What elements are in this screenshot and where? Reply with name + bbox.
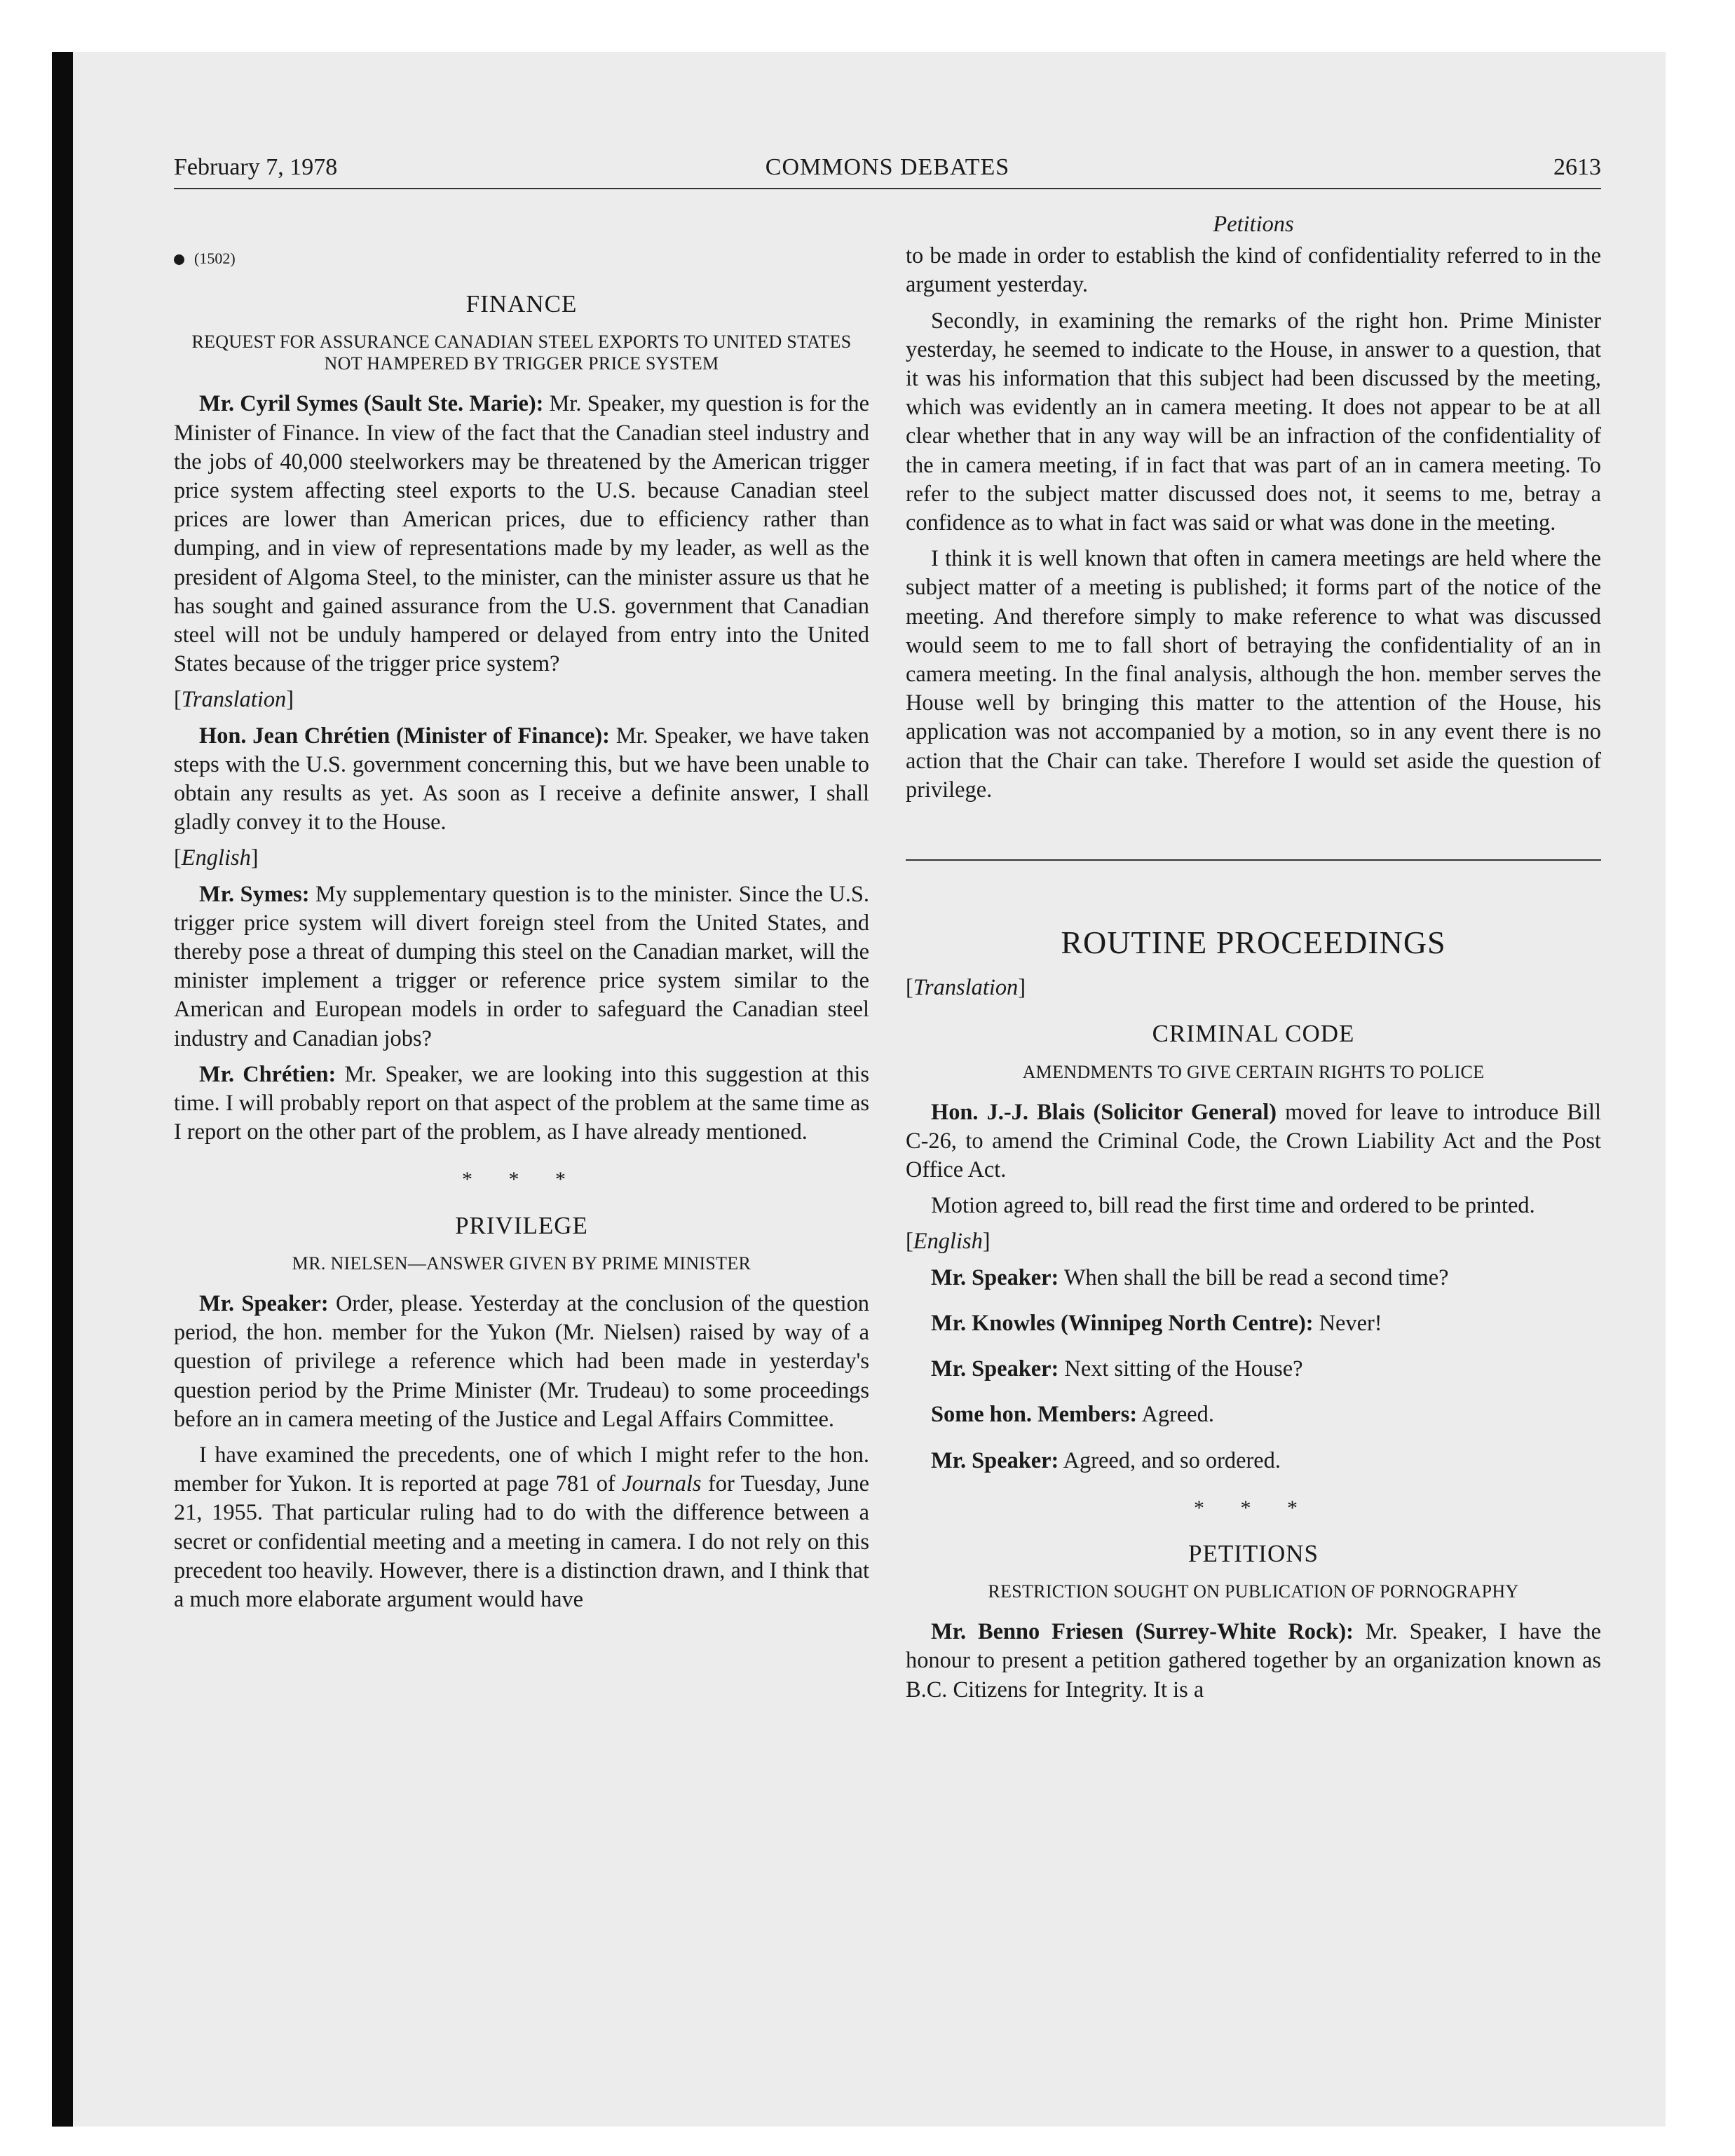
speech-text: Next sitting of the House? xyxy=(1059,1356,1303,1382)
language-label: Translation xyxy=(913,975,1019,1001)
speaker-name: Mr. Cyril Symes (Sault Ste. Marie): xyxy=(199,391,544,417)
speaker-name: Mr. Speaker: xyxy=(931,1447,1059,1473)
speech-text: Mr. Speaker, we have taken steps with the U.S. government concerning this, but we have been unable to obtain any results as yet. As soon as I receive a definite answer, I shall gladly convey it to the House. xyxy=(174,723,869,835)
section-separator: * * * xyxy=(462,1168,581,1192)
left-column xyxy=(174,210,869,1621)
speech-text: Mr. Speaker, I have the honour to present a petition gathered together by an organization known as B.C. Citizens for Integrity. It is a xyxy=(906,1619,1601,1703)
speech-text: Agreed, and so ordered. xyxy=(1059,1447,1281,1473)
speech-text: for Tuesday, June 21, 1955. That particular ruling had to do with the difference between a secret or confidential meeting and a meeting in camera. I do not rely on this precedent too heavily. However, there is a distinction drawn, and I think that a much more elaborate argument would have xyxy=(174,1471,870,1612)
bracket: ] xyxy=(982,1229,991,1255)
speaker-name: Mr. Benno Friesen (Surrey-White Rock): xyxy=(931,1619,1354,1645)
bracket: [ xyxy=(906,975,913,1001)
running-head: Petitions xyxy=(1213,212,1294,237)
bracket: ] xyxy=(1018,975,1026,1001)
section-heading-finance: FINANCE xyxy=(465,290,578,318)
speech-text: My supplementary question is to the minister. Since the U.S. trigger price system will divert foreign steel from the United States, and thereby pose a threat of dumping this steel on the Canadian market, will the minister implement a trigger or reference price system similar to the American and European models in order to safeguard the Canadian steel industry and Canadian jobs? xyxy=(174,881,869,1051)
language-note xyxy=(906,1227,1601,1256)
language-note xyxy=(174,685,869,714)
speaker-name: Mr. Speaker: xyxy=(931,1264,1059,1290)
time-marker-text: (1502) xyxy=(194,250,236,267)
speaker-name: Mr. Symes: xyxy=(199,881,310,907)
paragraph-friesen-petition xyxy=(906,1618,1601,1705)
language-label: English xyxy=(913,1229,983,1255)
paragraph-blais-motion xyxy=(906,1098,1601,1185)
speaker-name: Some hon. Members: xyxy=(931,1402,1138,1428)
paragraph-exchange xyxy=(906,1355,1601,1384)
paragraph-chretien-reply xyxy=(174,1060,869,1147)
bracket: ] xyxy=(286,687,294,713)
bracket: [ xyxy=(174,687,182,713)
bracket: ] xyxy=(250,845,259,871)
paragraph-secondly: Secondly, in examining the remarks of the right hon. Prime Minister yesterday, he seemed to indicate to the House, in answer to a question, that it was his information that this subject had been discussed by the meeting, which was evidently an in camera meeting. It does not appear to be at all clear whether that in any way will be an infraction of the confidentiality of the in camera meeting, if in fact that was part of an in camera meeting. To refer to the subject matter discussed does not, it seems to me, betray a confidence as to what in fact was said or what was done in the meeting. xyxy=(906,308,1601,536)
section-heading-criminal-code: CRIMINAL CODE xyxy=(1152,1020,1355,1048)
speaker-name: Hon. Jean Chrétien (Minister of Finance): xyxy=(199,723,610,749)
subheading-criminal-code: AMENDMENTS TO GIVE CERTAIN RIGHTS TO POLICE xyxy=(1022,1061,1485,1082)
horizontal-rule xyxy=(906,859,1601,861)
section-heading-routine-proceedings: ROUTINE PROCEEDINGS xyxy=(1061,925,1446,961)
speaker-name: Mr. Speaker: xyxy=(931,1356,1059,1382)
time-marker xyxy=(174,244,869,273)
paragraph-exchange xyxy=(906,1400,1601,1429)
speech-text: Agreed. xyxy=(1137,1402,1214,1428)
subheading-petitions: RESTRICTION SOUGHT ON PUBLICATION OF PORNOGRAPHY xyxy=(988,1581,1519,1602)
paragraph-exchange xyxy=(906,1309,1601,1338)
speech-text: Never! xyxy=(1313,1310,1382,1336)
language-note xyxy=(174,844,869,873)
speech-text: Order, please. Yesterday at the conclusion of the question period, the hon. member for the Yukon (Mr. Nielsen) raised by way of a question of privilege a reference which had been made in yesterday's question period by the Prime Minister (Mr. Trudeau) to some proceedings before an in camera meeting of the Justice and Legal Affairs Committee. xyxy=(174,1290,869,1432)
speech-text: When shall the bill be read a second time? xyxy=(1059,1264,1449,1290)
bullet-icon xyxy=(174,254,184,265)
speaker-name: Mr. Speaker: xyxy=(199,1290,329,1316)
paragraph-motion-agreed: Motion agreed to, bill read the first time and ordered to be printed. xyxy=(931,1193,1535,1219)
section-heading-privilege: PRIVILEGE xyxy=(455,1211,588,1239)
speaker-name: Hon. J.-J. Blais (Solicitor General) xyxy=(931,1099,1277,1125)
page-header xyxy=(174,154,1601,189)
subheading-privilege: MR. NIELSEN—ANSWER GIVEN BY PRIME MINISTER xyxy=(292,1253,751,1274)
paragraph-chretien-answer xyxy=(174,722,869,838)
speaker-name: Mr. Chrétien: xyxy=(199,1061,336,1087)
speech-text: Mr. Speaker, we are looking into this suggestion at this time. I will probably report on that aspect of the problem at the same time as I report on the other part of the problem, as I have already mentioned. xyxy=(174,1061,869,1145)
language-label: Translation xyxy=(181,687,287,713)
bracket: [ xyxy=(174,845,182,871)
speech-text: I have examined the precedents, one of which I might refer to the hon. member for Yukon. It is reported at page 781 of xyxy=(174,1442,869,1497)
paragraph-symes-supplementary xyxy=(174,880,869,1053)
paragraph-exchange xyxy=(906,1264,1601,1292)
section-heading-petitions: PETITIONS xyxy=(1188,1539,1319,1567)
speaker-name: Mr. Knowles (Winnipeg North Centre): xyxy=(931,1310,1314,1336)
right-column xyxy=(906,210,1601,1712)
language-note xyxy=(906,974,1601,1002)
header-date: February 7, 1978 xyxy=(174,154,338,180)
paragraph-symes-question xyxy=(174,390,869,678)
header-title: COMMONS DEBATES xyxy=(765,154,1010,180)
language-label: English xyxy=(181,845,251,871)
paragraph-ruling: I think it is well known that often in camera meetings are held where the subject matter of a meeting is published; it forms part of the notice of the meeting. And therefore simply to make reference to what was discussed would seem to me to fall short of betraying the confidentiality of an in camera meeting. In the final analysis, although the hon. member serves the House well by bringing this matter to the attention of the House, his application was not accompanied by a motion, so in any event there is no action that the Chair can take. Therefore I would set aside the question of privilege. xyxy=(906,546,1601,803)
binding-edge xyxy=(52,52,73,2127)
paragraph-precedents xyxy=(174,1441,869,1614)
journals-title: Journals xyxy=(622,1471,702,1497)
paragraph-speaker-order xyxy=(174,1290,869,1434)
speech-text: Mr. Speaker, my question is for the Minister of Finance. In view of the fact that the Canadian steel industry and the jobs of 40,000 steelworkers may be threatened by the American trigger price system affecting steel exports to the U.S. because Canadian steel prices are lower than American prices, due to efficiency rather than dumping, and in view of representations made by my leader, as well as the president of Algoma Steel, to the minister, can the minister assure us that he has sought and gained assurance from the U.S. government that Canadian steel will not be unduly hampered or delayed from entry into the United States because of the trigger price system? xyxy=(174,391,870,677)
paragraph-continuation: to be made in order to establish the kind of confidentiality referred to in the argument yesterday. xyxy=(906,243,1601,298)
paragraph-exchange xyxy=(906,1447,1601,1475)
subheading-finance: REQUEST FOR ASSURANCE CANADIAN STEEL EXPORTS TO UNITED STATES NOT HAMPERED BY TRIGGER PRICE SYSTEM xyxy=(191,332,852,374)
speech-text: moved for leave to introduce Bill C-26, to amend the Criminal Code, the Crown Liability Act and the Post Office Act. xyxy=(906,1099,1601,1183)
header-page-number: 2613 xyxy=(1553,154,1601,180)
section-separator: * * * xyxy=(1194,1496,1313,1520)
bracket: [ xyxy=(906,1229,913,1255)
